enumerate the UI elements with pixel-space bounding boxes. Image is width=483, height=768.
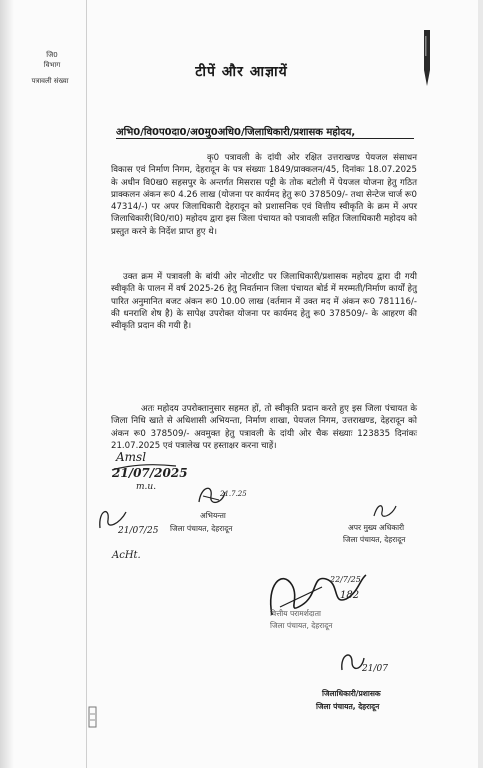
signature-scribble-amo (370, 500, 400, 522)
department-line-2: विभाग (43, 61, 61, 69)
amo-office: जिला पंचायत, देहरादून (343, 535, 406, 544)
subject-line: अभि0/वि0प0दा0/अ0मु0अधि0/जिलाधिकारी/प्रशासक महोदय, (116, 127, 356, 138)
department-line-1: जि0 (46, 51, 58, 59)
page-edge (478, 0, 483, 768)
engineer-office: जिला पंचायत, देहरादून (170, 524, 233, 533)
handwritten-date-2: 21/07/25 (118, 526, 159, 536)
finance-office: जिला पंचायत, देहरादून (270, 621, 333, 630)
pen-icon (420, 30, 434, 88)
handwriting-underline (110, 460, 180, 474)
paragraph-1: कृ0 पत्रावली के दांयी ओर रक्षित उत्तराखण्ड पेयजल संसाधन विकास एवं निर्माण निगम, देहरादून के पत्र संख्याः 1849/प्राक्कलन/45, दिनांकः 18.07.2025 के अधीन वि0ख0 सहसपुर के अन्तर्गत मिसरास पट्टी के तोक बटोली में पेयजल योजना हेतु गठित प्राक्कलन अंकन रू0 4.26 लाख (योजना पर कार्यमद हेतु रू0 378509/- तथा सेन्टेज चार्ज रू0 47314/-) पर अपर जिलाधिकारी देहरादून को प्रशासनिक एवं वित्तीय स्वीकृति के क्रम में अपर जिलाधिकारी(वि0/रा0) महोदय द्वारा इस जिला पंचायत को पत्रावली सहित जिलाधिकारी महोदय को प्रस्तुत करने के निर्देश प्राप्त हुए थे। (111, 153, 417, 237)
handwritten-date-1: 21/07/2025 (112, 466, 188, 480)
amo-title: अपर मुख्य अधिकारी (348, 523, 405, 532)
paragraph-3: अतः महोदय उपरोक्तानुसार सहमत हों, तो स्वीकृति प्रदान करते हुए इस जिला पंचायत के जिला निधि खाते से अधिशासी अभियन्ता, निर्माण शाखा, पेयजल निगम, उत्तराखण्ड, देहरादून को अंकन रू0 378509/- अवमुक्त हेतु पत्रावली के दांयी ओर चैक संख्याः 123835 दिनांकः 21.07.2025 एवं पत्रालेख पर हस्ताक्षर करना चाहें। (111, 404, 417, 451)
finance-title: वित्तीय परामर्शदाता (270, 609, 321, 618)
handwritten-ref-3: 182 (340, 590, 360, 601)
paragraph-2: उक्त क्रम में पत्रावली के बांयी ओर नोटशीट पर जिलाधिकारी/प्रशासक महोदय द्वारा दी गयी स्वीकृति के पालन में वर्ष 2025-26 हेतु निवर्तमान जिला पंचायत बोर्ड में मरम्मती/निर्माण कार्यों हेतु पारित अनुमानित बजट अंकन रू0 10.00 लाख (वर्तमान में उक्त मद में अंकन रू0 781116/-की धनराशि शेष है) के सापेक्ष उपरोक्त योजना पर कार्यमद हेतु रू0 378509/- के आहरण की स्वीकृति प्रदान की गयी है। (111, 272, 417, 332)
dm-office: जिला पंचायत, देहरादून (316, 702, 380, 711)
handwritten-date-engineer: 21.7.25 (220, 490, 247, 498)
file-number-label: पत्रावली संख्या (31, 77, 69, 85)
engineer-title: अभियन्ता (200, 511, 226, 520)
handwritten-note-1: Amsl (116, 450, 147, 464)
subject-underline (116, 138, 414, 139)
handwritten-initials-1: m.u. (136, 482, 157, 492)
page-title: टीपें और आज्ञायें (195, 64, 288, 80)
page-shadow (0, 0, 14, 768)
page-binding-mark (88, 706, 98, 728)
handwritten-initials-2: AcHt. (112, 550, 141, 561)
handwritten-date-3: 22/7/25 (330, 575, 361, 584)
margin-line (86, 0, 87, 768)
dm-title: जिलाधिकारी/प्रशासक (322, 689, 381, 698)
handwritten-date-4: 21/07 (362, 664, 388, 674)
